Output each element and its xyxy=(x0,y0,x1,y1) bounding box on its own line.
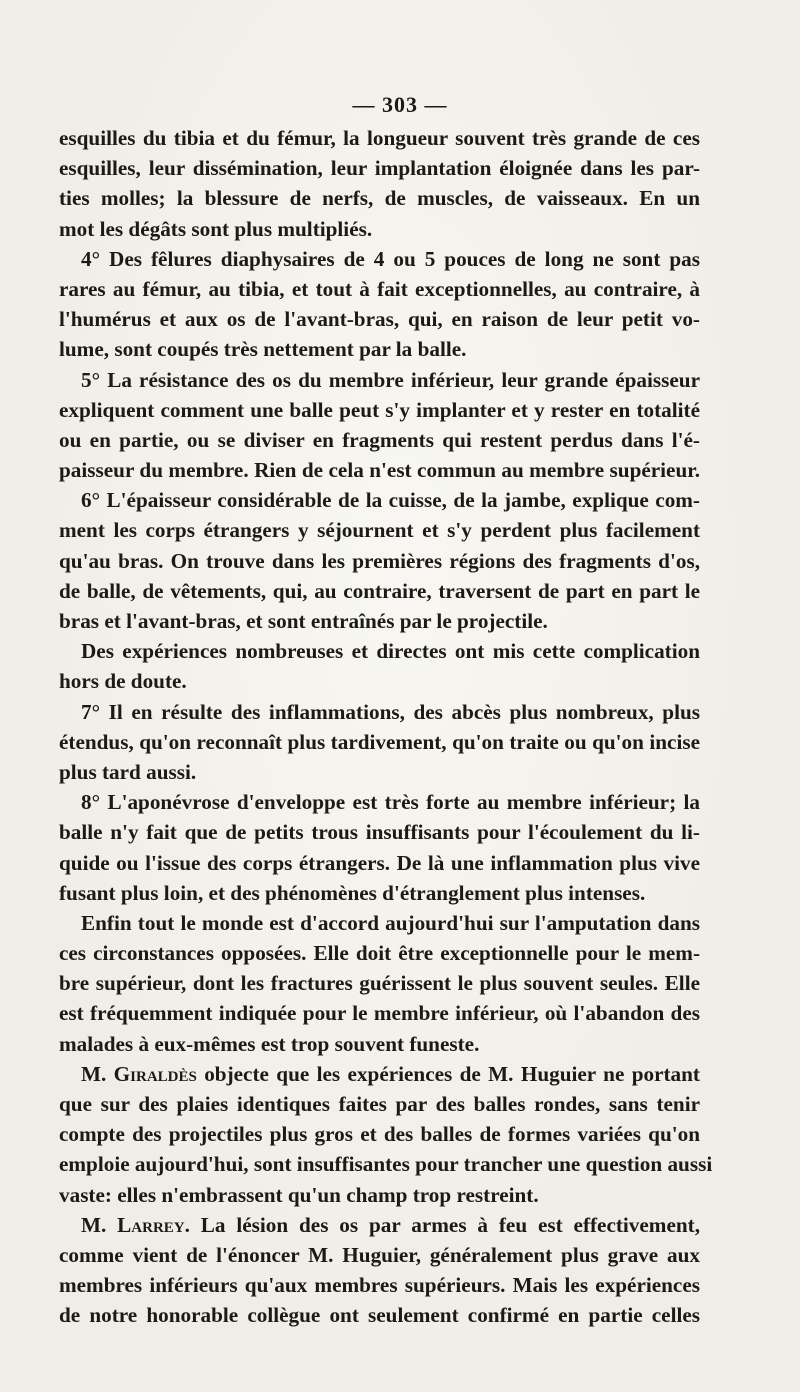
text-line: 5° La résistance des os du membre inférieur, leur grande épaisseur xyxy=(81,367,700,392)
text-line: emploie aujourd'hui, sont insuffisantes pour trancher une question aussi xyxy=(59,1152,713,1177)
line-text: objecte que les expériences de M. Huguier ne portant xyxy=(196,1061,700,1086)
text-line: plus tard aussi. xyxy=(59,759,197,784)
text-line: Des expériences nombreuses et directes ont mis cette complication xyxy=(81,639,700,664)
speaker-name: M. Giraldès xyxy=(81,1061,197,1086)
text-line: de notre honorable collègue ont seulement confirmé en partie celles xyxy=(59,1303,700,1328)
text-line: ou en partie, ou se diviser en fragments qui restent perdus dans l'é- xyxy=(59,427,700,452)
text-line xyxy=(59,1210,700,1240)
body-text xyxy=(59,123,713,1331)
text-line: balle n'y fait que de petits trous insuffisants pour l'écoulement du li- xyxy=(59,820,700,845)
text-line: 4° Des fêlures diaphysaires de 4 ou 5 pouces de long ne sont pas xyxy=(81,246,700,271)
text-line: paisseur du membre. Rien de cela n'est commun au membre supérieur. xyxy=(59,458,700,483)
page-number: — 303 — xyxy=(352,92,448,117)
text-line: esquilles du tibia et du fémur, la longueur souvent très grande de ces xyxy=(59,126,700,150)
line-text: La lésion des os par armes à feu est effectivement, xyxy=(189,1212,700,1237)
text-line: 8° L'aponévrose d'enveloppe est très forte au membre inférieur; la xyxy=(81,790,700,815)
text-line: Enfin tout le monde est d'accord aujourd'hui sur l'amputation dans xyxy=(81,910,700,935)
text-line: de balle, de vêtements, qui, au contraire, traversent de part en part le xyxy=(59,578,700,603)
text-line: vaste: elles n'embrassent qu'un champ trop restreint. xyxy=(59,1182,539,1207)
text-line: fusant plus loin, et des phénomènes d'étranglement plus intenses. xyxy=(59,880,646,905)
text-line: est fréquemment indiquée pour le membre inférieur, où l'abandon des xyxy=(59,1001,700,1026)
text-line: comme vient de l'énoncer M. Huguier, généralement plus grave aux xyxy=(59,1242,700,1267)
text-line: esquilles, leur dissémination, leur implantation éloignée dans les par- xyxy=(59,156,700,181)
speaker-name: M. Larrey. xyxy=(81,1212,190,1237)
text-line: ces circonstances opposées. Elle doit être exceptionnelle pour le mem- xyxy=(59,941,700,966)
text-line: bras et l'avant-bras, et sont entraînés par le projectile. xyxy=(59,609,548,633)
text-line: que sur des plaies identiques faites par des balles rondes, sans tenir xyxy=(59,1092,700,1116)
text-line: ties molles; la blessure de nerfs, de muscles, de vaisseaux. En un xyxy=(59,186,700,211)
text-line: 6° L'épaisseur considérable de la cuisse, de la jambe, explique com- xyxy=(81,488,700,513)
text-line: malades à eux-mêmes est trop souvent funeste. xyxy=(59,1031,480,1056)
text-line: l'humérus et aux os de l'avant-bras, qui, en raison de leur petit vo- xyxy=(59,307,700,332)
text-line: compte des projectiles plus gros et des balles de formes variées qu'on xyxy=(59,1122,700,1147)
text-line: 7° Il en résulte des inflammations, des abcès plus nombreux, plus xyxy=(81,699,700,724)
text-line xyxy=(59,1059,700,1089)
text-line: mot les dégâts sont plus multipliés. xyxy=(59,216,373,241)
text-line: lume, sont coupés très nettement par la balle. xyxy=(59,337,467,362)
text-line: hors de doute. xyxy=(59,669,187,694)
text-line: quide ou l'issue des corps étrangers. De là une inflammation plus vive xyxy=(59,850,700,875)
text-line: qu'au bras. On trouve dans les premières régions des fragments d'os, xyxy=(59,548,700,573)
text-line: ment les corps étrangers y séjournent et s'y perdent plus facilement xyxy=(59,518,700,543)
text-line: bre supérieur, dont les fractures guérissent le plus souvent seules. Elle xyxy=(59,971,700,996)
text-line: rares au fémur, au tibia, et tout à fait exceptionnelles, au contraire, à xyxy=(59,276,700,301)
text-line: expliquent comment une balle peut s'y implanter et y rester en totalité xyxy=(59,397,700,422)
text-line: membres inférieurs qu'aux membres supérieurs. Mais les expériences xyxy=(59,1273,700,1298)
text-line: étendus, qu'on reconnaît plus tardivement, qu'on traite ou qu'on incise xyxy=(59,729,700,754)
